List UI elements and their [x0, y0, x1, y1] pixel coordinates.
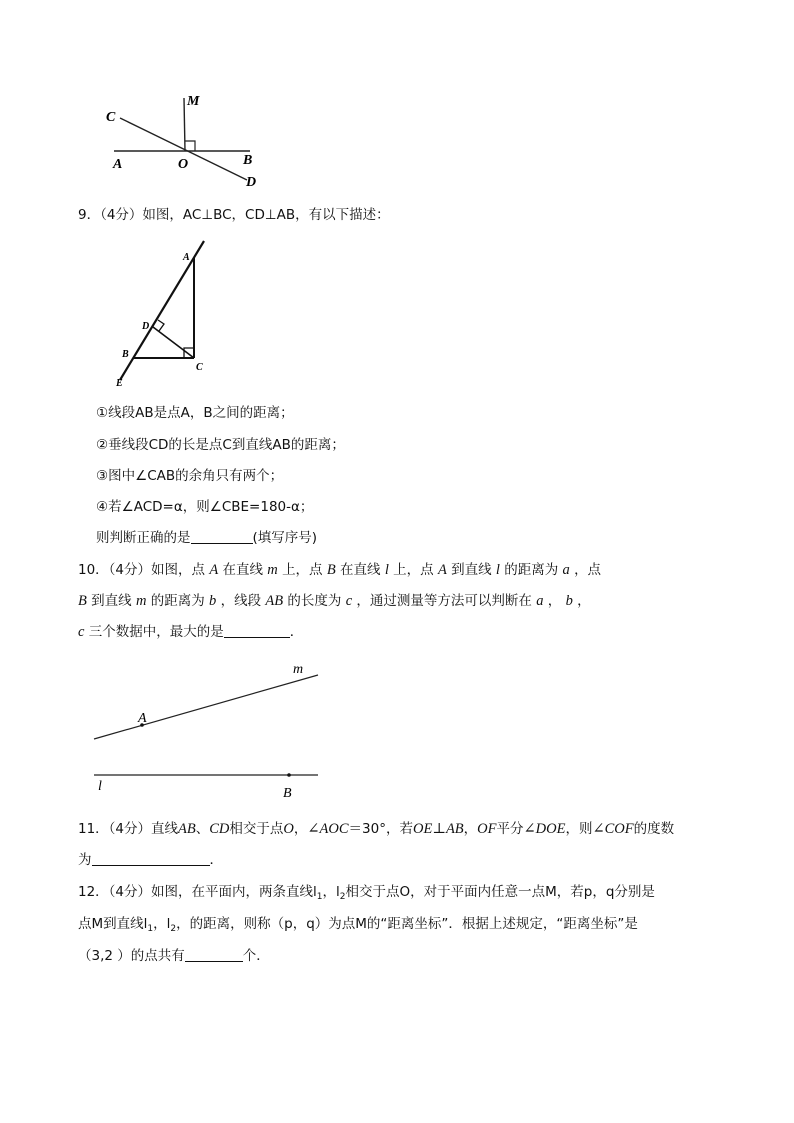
q11-var-aoc: ∠AOC [307, 821, 349, 837]
q11-text: 11．（4分）直线 [78, 821, 179, 837]
q11-var-o: O [283, 821, 294, 837]
q11-text: 平分 [496, 821, 524, 837]
q12-text: 相交于点O，对于平面内任意一点M，若p，q分别是 [345, 884, 655, 900]
q11-text: 、 [195, 821, 210, 837]
fig2-label-b: B [122, 349, 129, 360]
fig3-label-l: l [98, 779, 102, 794]
q10-var-b: b [565, 593, 573, 609]
q11-text: ＝30°，若 [348, 821, 413, 837]
q9-heading: 9．（4分）如图，AC⊥BC，CD⊥AB，有以下描述： [78, 207, 390, 223]
q10-text: 上，点 [282, 562, 323, 578]
fig2-label-d: D [142, 321, 150, 332]
q11-answer-blank[interactable] [92, 851, 210, 866]
q11-text: 的度数 [633, 821, 675, 837]
q12-subscript: 2 [339, 892, 346, 902]
figure-right-triangle [100, 238, 232, 394]
q9-answer-note: (填写序号) [252, 530, 318, 546]
q12-subscript: 1 [147, 924, 154, 934]
q10-var-b-point: B [78, 593, 87, 609]
q11-text: ， [463, 821, 478, 837]
q9-statement-1: ①线段AB是点A，B之间的距离； [96, 405, 294, 421]
q9-statement-2: ②垂线段CD的长是点C到直线AB的距离； [96, 437, 345, 453]
q11-line-1 [78, 819, 674, 839]
q10-line-3 [78, 622, 303, 642]
q10-var-a-point: A [437, 562, 447, 578]
q9-answer-blank[interactable] [191, 529, 253, 544]
q11-var-oe: OE⊥AB [412, 821, 464, 837]
q12-line-2 [78, 914, 638, 934]
q10-var-a: a [536, 593, 544, 609]
fig3-label-m: m [293, 662, 304, 677]
q10-var-ab: AB [265, 593, 284, 609]
q10-text: ，点 [574, 562, 602, 578]
q11-text: ， [293, 821, 308, 837]
q10-text: 到直线 [91, 593, 132, 609]
q12-text: ，l [153, 916, 171, 932]
q10-text: 三个数据中，最大的是 [88, 624, 224, 640]
fig2-label-a: A [183, 252, 190, 263]
q12-text: 12．（4分）如图，在平面内，两条直线l [78, 884, 317, 900]
q12-text: 个． [242, 948, 270, 964]
q11-var-cd: CD [209, 821, 230, 837]
q10-answer-blank[interactable] [224, 623, 290, 638]
q11-text: ． [209, 852, 223, 868]
q10-var-b: b [209, 593, 217, 609]
fig3-label-a: A [138, 711, 147, 726]
q12-text: （3,2 ）的点共有 [78, 948, 185, 964]
q10-text: ，线段 [220, 593, 262, 609]
q11-text: ，则 [565, 821, 593, 837]
q12-line-1 [78, 882, 655, 902]
q10-text: 的距离为 [150, 593, 205, 609]
q10-var-a: a [562, 562, 570, 578]
q10-line-2 [78, 591, 591, 611]
q10-var-c: c [78, 624, 85, 640]
figure-intersecting-lines [100, 88, 280, 192]
q10-var-m: m [267, 562, 278, 578]
q10-text: 的距离为 [504, 562, 559, 578]
fig2-label-c: C [196, 362, 203, 373]
q10-text: 在直线 [222, 562, 263, 578]
figure-two-lines [88, 656, 328, 806]
q11-var-cof: ∠COF [592, 821, 634, 837]
q11-var-of: OF [477, 821, 497, 837]
q11-var-doe: ∠DOE [523, 821, 566, 837]
q10-line-1 [78, 560, 601, 580]
fig3-label-b: B [283, 786, 292, 801]
q10-var-l: l [384, 562, 389, 578]
q11-text: 相交于点 [229, 821, 284, 837]
q10-text: 的长度为 [287, 593, 342, 609]
q9-statement-3: ③图中∠CAB的余角只有两个； [96, 468, 284, 484]
q9-statement-4: ④若∠ACD=α，则∠CBE=180-α； [96, 499, 314, 515]
q10-var-c: c [345, 593, 353, 609]
q10-text: ． [289, 624, 304, 640]
q9-answer-prompt: 则判断正确的是 [96, 530, 191, 546]
q10-var-l: l [495, 562, 500, 578]
q12-answer-blank[interactable] [185, 947, 243, 962]
q11-var-ab: AB [178, 821, 196, 837]
q12-subscript: 2 [170, 924, 177, 934]
q10-text: ， [577, 593, 591, 609]
fig1-label-c: C [106, 110, 116, 125]
q10-var-b-point: B [326, 562, 336, 578]
q9-answer-line [96, 528, 317, 548]
q12-text: ，l [322, 884, 340, 900]
q10-text: 到直线 [451, 562, 492, 578]
q11-line-2 [78, 850, 223, 870]
q10-text: 10．（4分）如图，点 [78, 562, 206, 578]
q11-text: 为 [78, 852, 92, 868]
q10-var-a-point: A [209, 562, 219, 578]
q12-text: 点M到直线l [78, 916, 148, 932]
q10-text: 上，点 [393, 562, 434, 578]
q10-text: 在直线 [340, 562, 381, 578]
fig1-label-a: A [113, 157, 123, 172]
q10-var-m: m [135, 593, 147, 609]
fig1-label-b: B [243, 153, 253, 168]
fig1-label-d: D [246, 175, 257, 190]
q12-text: ，的距离，则称（p，q）为点M的“距离坐标”．根据上述规定，“距离坐标”是 [176, 916, 638, 932]
q12-subscript: 1 [316, 892, 323, 902]
q10-text: ， [547, 593, 562, 609]
q10-text: ，通过测量等方法可以判断在 [356, 593, 532, 609]
fig1-label-m: M [187, 94, 200, 109]
fig1-label-o: O [178, 157, 189, 172]
q12-line-3 [78, 946, 270, 966]
fig2-label-e: E [116, 378, 123, 389]
